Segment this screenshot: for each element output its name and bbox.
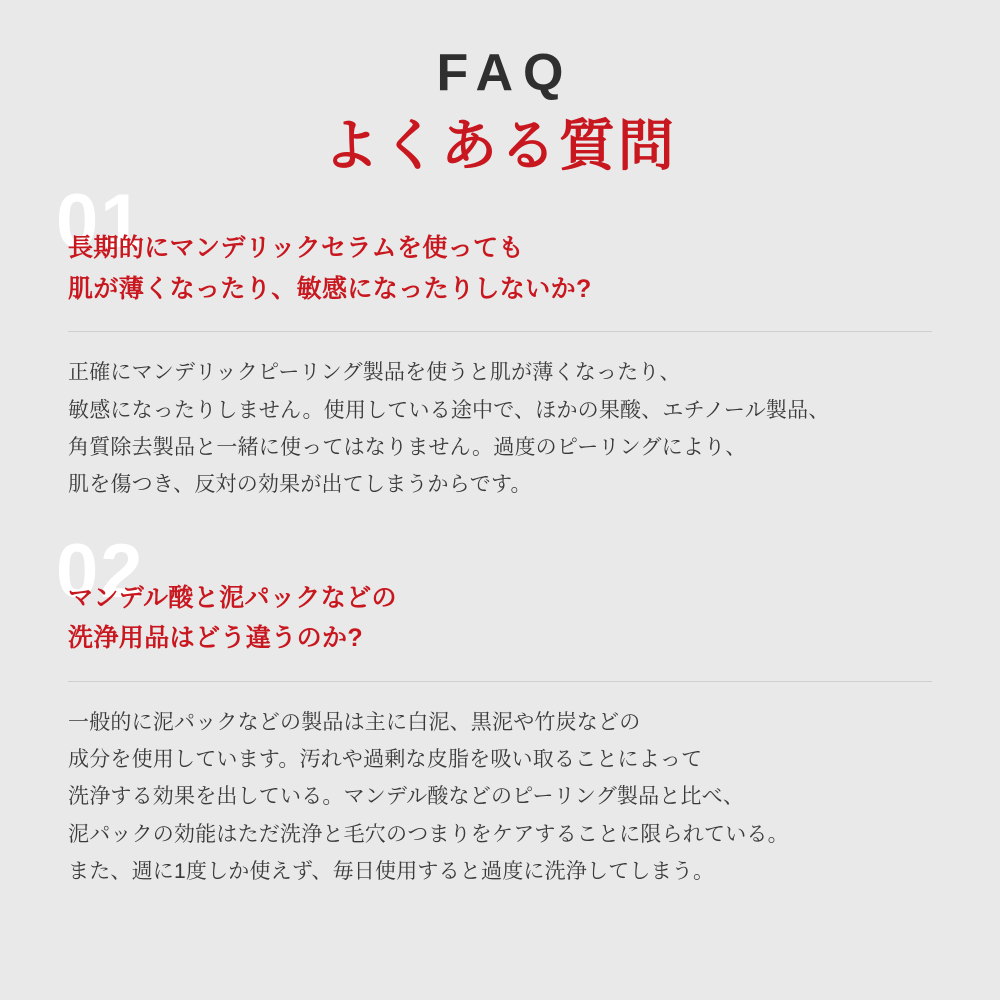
faq-item-2 [56,528,932,891]
faq-answer-1 [68,354,932,504]
page-header [0,0,1000,176]
page-title: FAQ [436,44,574,102]
faq-answer-1-line-4: 肌を傷つき、反対の効果が出てしまうからです。 [68,473,532,497]
faq-answer-2-line-4: 泥パックの効能はただ洗浄と毛穴のつまりをケアすることに限られている。 [68,822,789,846]
faq-question-1-line-1: 長期的にマンデリックセラムを使っても [68,234,524,263]
faq-question-1-line-2: 肌が薄くなったり、敏感になったりしないか? [68,274,592,303]
faq-answer-2-line-2: 成分を使用しています。汚れや過剰な皮脂を吸い取ることによって [68,748,703,772]
faq-question-2 [68,578,932,681]
faq-answer-2-line-3: 洗浄する効果を出している。マンデル酸などのピーリング製品と比べ、 [68,785,745,809]
faq-answer-1-line-3: 角質除去製品と一緒に使ってはなりません。過度のピーリングにより、 [68,435,747,459]
faq-answer-2-line-5: また、週に1度しか使えず、毎日使用すると過度に洗浄してしまう。 [68,860,715,884]
faq-divider-2 [68,681,932,682]
faq-list [0,179,1000,890]
faq-question-2-line-2: 洗浄用品はどう違うのか? [68,624,364,653]
faq-number-1: 01 [56,179,145,265]
faq-question-2-line-1: マンデル酸と泥パックなどの [68,583,397,612]
faq-answer-1-line-2: 敏感になったりしません。使用している途中で、ほかの果酸、エチノール製品、 [68,398,830,422]
faq-answer-2-line-1: 一般的に泥パックなどの製品は主に白泥、黒泥や竹炭などの [68,710,641,734]
faq-number-2: 02 [56,528,145,614]
faq-divider-1 [68,331,932,332]
faq-answer-2 [68,704,932,891]
faq-answer-1-line-1: 正確にマンデリックピーリング製品を使うと肌が薄くなったり、 [68,361,681,385]
page-subtitle: よくある質問 [323,113,677,177]
faq-item-1 [56,179,932,504]
faq-question-1 [68,228,932,331]
